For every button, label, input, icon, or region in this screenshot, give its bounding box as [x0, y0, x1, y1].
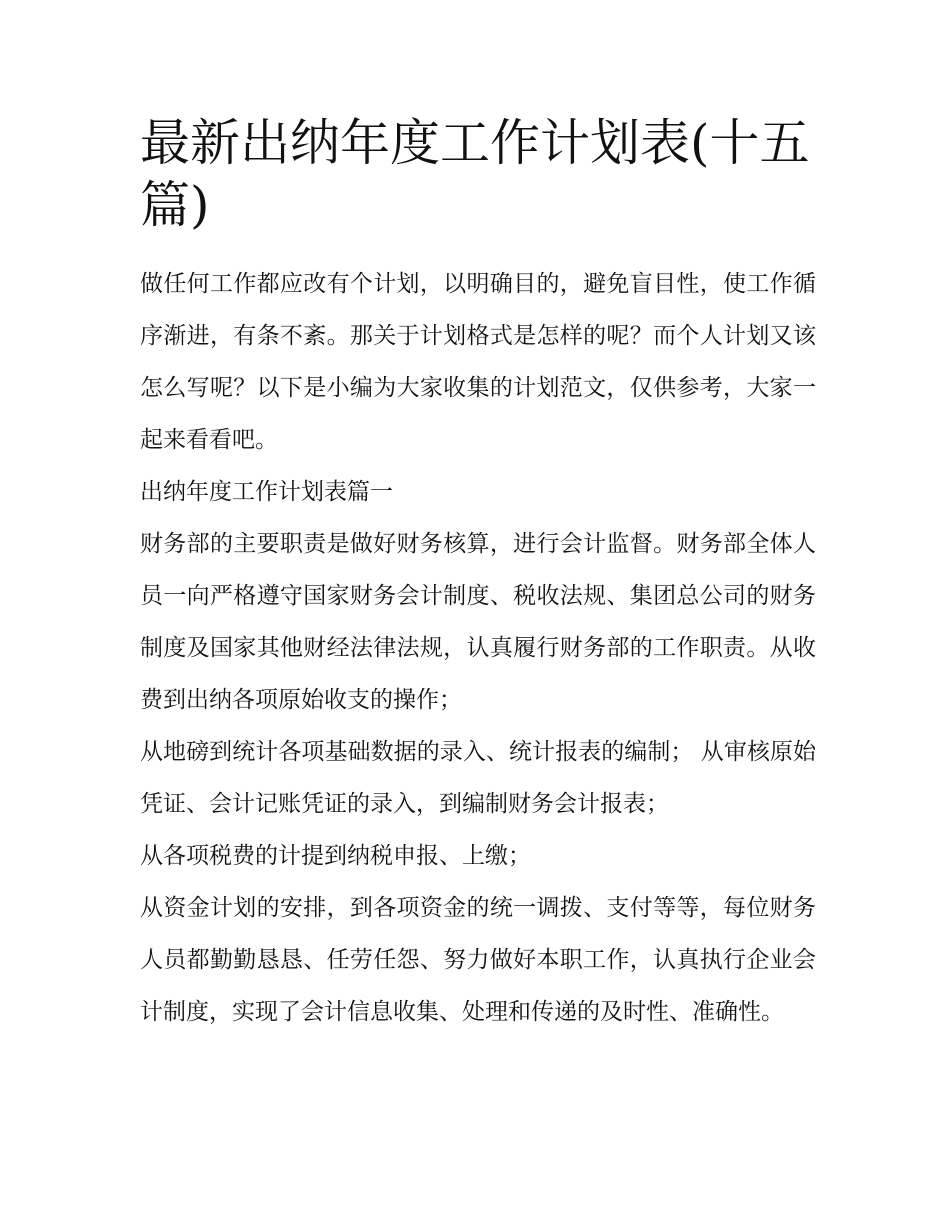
document-page — [140, 112, 816, 1038]
intro-paragraph: 做任何工作都应改有个计划，以明确目的，避免盲目性，使工作循序渐进，有条不紊。那关于计划格式是怎样的呢？而个人计划又该怎么写呢？以下是小编为大家收集的计划范文，仅供参考，大家一起来看看吧。 — [140, 271, 816, 453]
body-paragraph: 从各项税费的计提到纳税申报、上缴； — [140, 843, 531, 869]
body-paragraph: 从地磅到统计各项基础数据的录入、统计报表的编制； 从审核原始凭证、会计记账凭证的录入，到编制财务会计报表； — [140, 739, 816, 817]
section-heading: 出纳年度工作计划表篇一 — [140, 479, 393, 505]
body-paragraph: 从资金计划的安排，到各项资金的统一调拨、支付等等，每位财务人员都勤勤恳恳、任劳任怨、努力做好本职工作，认真执行企业会计制度，实现了会计信息收集、处理和传递的及时性、准确性。 — [140, 895, 816, 1025]
document-title: 最新出纳年度工作计划表(十五篇) — [140, 114, 810, 234]
body-paragraph: 财务部的主要职责是做好财务核算，进行会计监督。财务部全体人员一向严格遵守国家财务会计制度、税收法规、集团总公司的财务制度及国家其他财经法律法规，认真履行财务部的工作职责。从收费到出纳各项原始收支的操作； — [140, 531, 816, 713]
